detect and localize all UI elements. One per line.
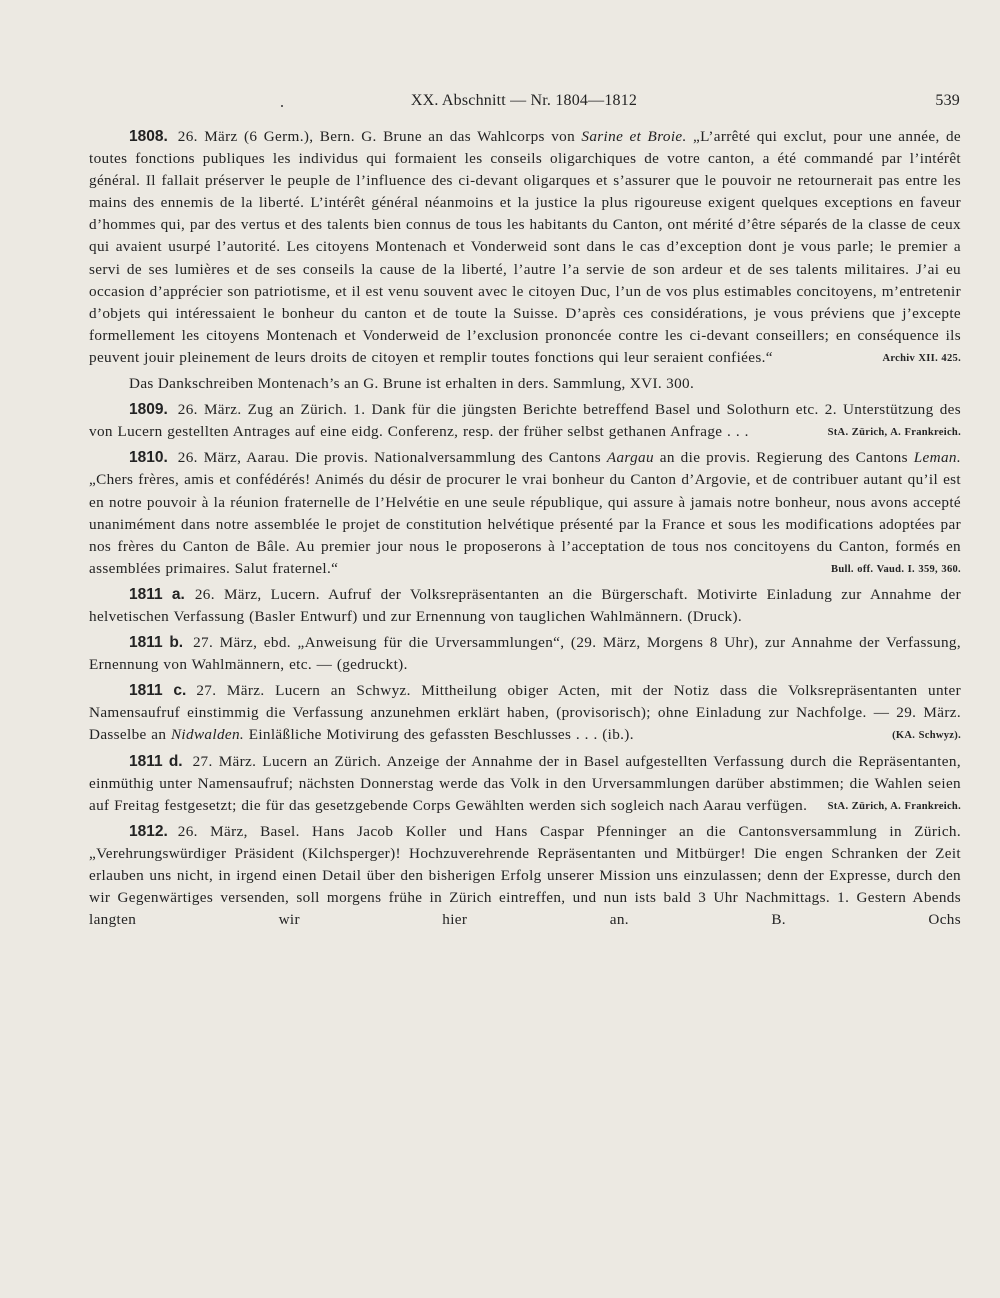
source-reference: (KA. Schwyz). — [892, 730, 961, 742]
entry-1811c — [89, 680, 961, 746]
entry-number: 1810. — [129, 449, 168, 467]
entry-number: 1811 b. — [129, 634, 184, 652]
entry-1811d — [89, 751, 961, 817]
source-reference: Bull. off. Vaud. I. 359, 360. — [831, 563, 961, 575]
entry-number: 1809. — [129, 401, 168, 419]
entry-italic-text: Leman. — [913, 449, 961, 467]
note-text: Das Dankschreiben Montenach’s an G. Brune ist erhalten in ders. Sammlung, XVI. 300. — [129, 375, 695, 393]
source-reference: StA. Zürich, A. Frankreich. — [827, 427, 961, 439]
entry-1809 — [89, 399, 961, 443]
source-reference: Archiv XII. 425. — [882, 352, 961, 364]
source-reference: StA. Zürich, A. Frankreich. — [827, 800, 961, 812]
entry-number: 1811 a. — [129, 585, 185, 603]
entry-1811a — [89, 584, 961, 628]
printing-speck — [281, 105, 283, 107]
editorial-note — [89, 373, 961, 395]
running-header — [88, 92, 960, 114]
entry-text: an die provis. Regierung des Cantons — [653, 449, 914, 467]
entry-text: 27. März. Lucern an Zürich. Anzeige der Annahme der in Basel aufgestellten Verfassung durch die Repräsentanten, einmüthig unter Namensaufruf; nächsten Donnerstag werde das Volk in den Urversammlungen darüber abstimmen; die Wahlen seien auf Freitag festgesetzt; die für das gesetzgebende Corps Gewählten werden sich sogleich nach Aarau verfügen. — [89, 752, 961, 814]
entry-text: 26. März, Basel. Hans Jacob Koller und Hans Caspar Pfenninger an die Cantonsversammlung in Zürich. „Verehrungswürdiger Präsident (Kilchsperger)! Hochzuverehrende Repräsentanten und Mitbürger! Die engen Schranken der Zeit erlauben uns nicht, in irgend einen Detail über den bisherigen Erfolg unserer Mission uns einzulassen; denn der Expresse, durch den wir Gegenwärtiges versenden, soll morgens frühe in Zürich eintreffen, und nun ists bald 3 Uhr Nachmittags. 1. Gestern Abends langten wir hier an. B. Ochs — [89, 822, 961, 929]
entry-text: 26. März, Aarau. Die provis. Nationalversammlung des Cantons — [177, 449, 607, 467]
entry-text: „L’arrêté qui exclut, pour une année, de toutes fonctions publiques les individus qui formaient les conseils oligarchiques de votre canton, a été commandé par l’intérêt général. Il fallait préserver le peuple de l’influence des ci-devant oligarques et s’assurer que le pouvoir ne retournerait pas entre les mains des ennemis de la liberté. L’intérêt général néanmoins et la justice la plus rigoureuse exigent quelques exceptions en faveur d’hommes qui, par des vertus et des talents bien connus de tous les habitants du Canton, ont mérité d’être séparés de la classe de ceux qui avaient usurpé l’autorité. Les citoyens Montenach et Vonderweid sont dans le cas d’exception dont je vous parle; le premier a servi de ses lumières et de ses conseils la cause de la liberté, l’autre l’a servie de son ardeur et de ses talents militaires. J’ai eu occasion d’apprécier son patriotisme, et il est venu souvent avec le citoyen Duc, l’un de vos plus estimables concitoyens, m’entretenir d’objets qui intéressaient le bonheur du canton et de toute la Suisse. D’après ces considérations, je vous préviens que j’excepte formellement les citoyens Montenach et Vonderweid de l’exclusion prononcée contre les ci-devant conseillers; en conséquence ils peuvent jouir pleinement de leurs droits de citoyen et remplir toutes fonctions qui leur seraient confiées.“ — [89, 128, 961, 366]
entry-1810 — [89, 447, 961, 580]
entry-italic-text: Aargau — [606, 449, 654, 467]
entry-number: 1811 c. — [129, 682, 187, 700]
entry-text: „Chers frères, amis et confédérés! Animés du désir de procurer le vrai bonheur du Canton d’Argovie, et de contribuer autant qu’il est en notre pouvoir à la réunion fraternelle de l’Helvétie en une seule république, qui assure à jamais notre bonheur, nous avons accepté unanimément dans notre assemblée le projet de constitution helvétique présenté par la France et sous les modifications adoptées par nos frères du Canton de Bâle. Au premier jour nous le proposerons à l’acceptation de tous nos concitoyens du Canton, formés en assemblées primaires. Salut fraternel.“ — [89, 471, 961, 577]
entry-text: 27. März. Lucern an Schwyz. Mittheilung obiger Acten, mit der Notiz dass die Volksrepräsentanten unter Namensaufruf einstimmig die Verfassung anzunehmen erklärt haben, (provisorisch); ohne Einladung zur Nachfolge. — 29. März. Dasselbe an — [89, 682, 962, 744]
entry-number: 1808. — [129, 128, 168, 145]
entry-number: 1812. — [129, 822, 168, 840]
entry-1808 — [89, 126, 961, 369]
entry-text: 26. März (6 Germ.), Bern. G. Brune an das Wahlcorps von — [177, 128, 582, 145]
entry-italic-text: Sarine et Broie. — [581, 128, 687, 145]
entry-text: 27. März, ebd. „Anweisung für die Urversammlungen“, (29. März, Morgens 8 Uhr), zur Annahme der Verfassung, Ernennung von Wahlmännern, etc. — (gedruckt). — [89, 634, 961, 674]
page-number: 539 — [935, 92, 960, 109]
entry-1812 — [89, 821, 961, 931]
header-title: XX. Abschnitt — Nr. 1804—1812 — [410, 92, 638, 109]
entry-text: 26. März, Lucern. Aufruf der Volksrepräsentanten an die Bürgerschaft. Motivirte Einladung zur Annahme der helvetischen Verfassung (Basler Entwurf) und zur Ernennung von tauglichen Wahlmännern. (Druck). — [89, 585, 961, 625]
entry-text: 26. März. Zug an Zürich. 1. Dank für die jüngsten Berichte betreffend Basel und Solothurn etc. 2. Unterstützung des von Lucern gestellten Antrages auf eine eidg. Conferenz, resp. der früher selbst gethanen Anfrage . . . — [89, 401, 961, 441]
document-body — [89, 126, 961, 935]
entry-1811b — [89, 632, 961, 676]
entry-text: Einläßliche Motivirung des gefassten Beschlusses . . . (ib.). — [244, 726, 634, 744]
entry-italic-text: Nidwalden. — [170, 726, 245, 744]
entry-number: 1811 d. — [129, 752, 183, 770]
